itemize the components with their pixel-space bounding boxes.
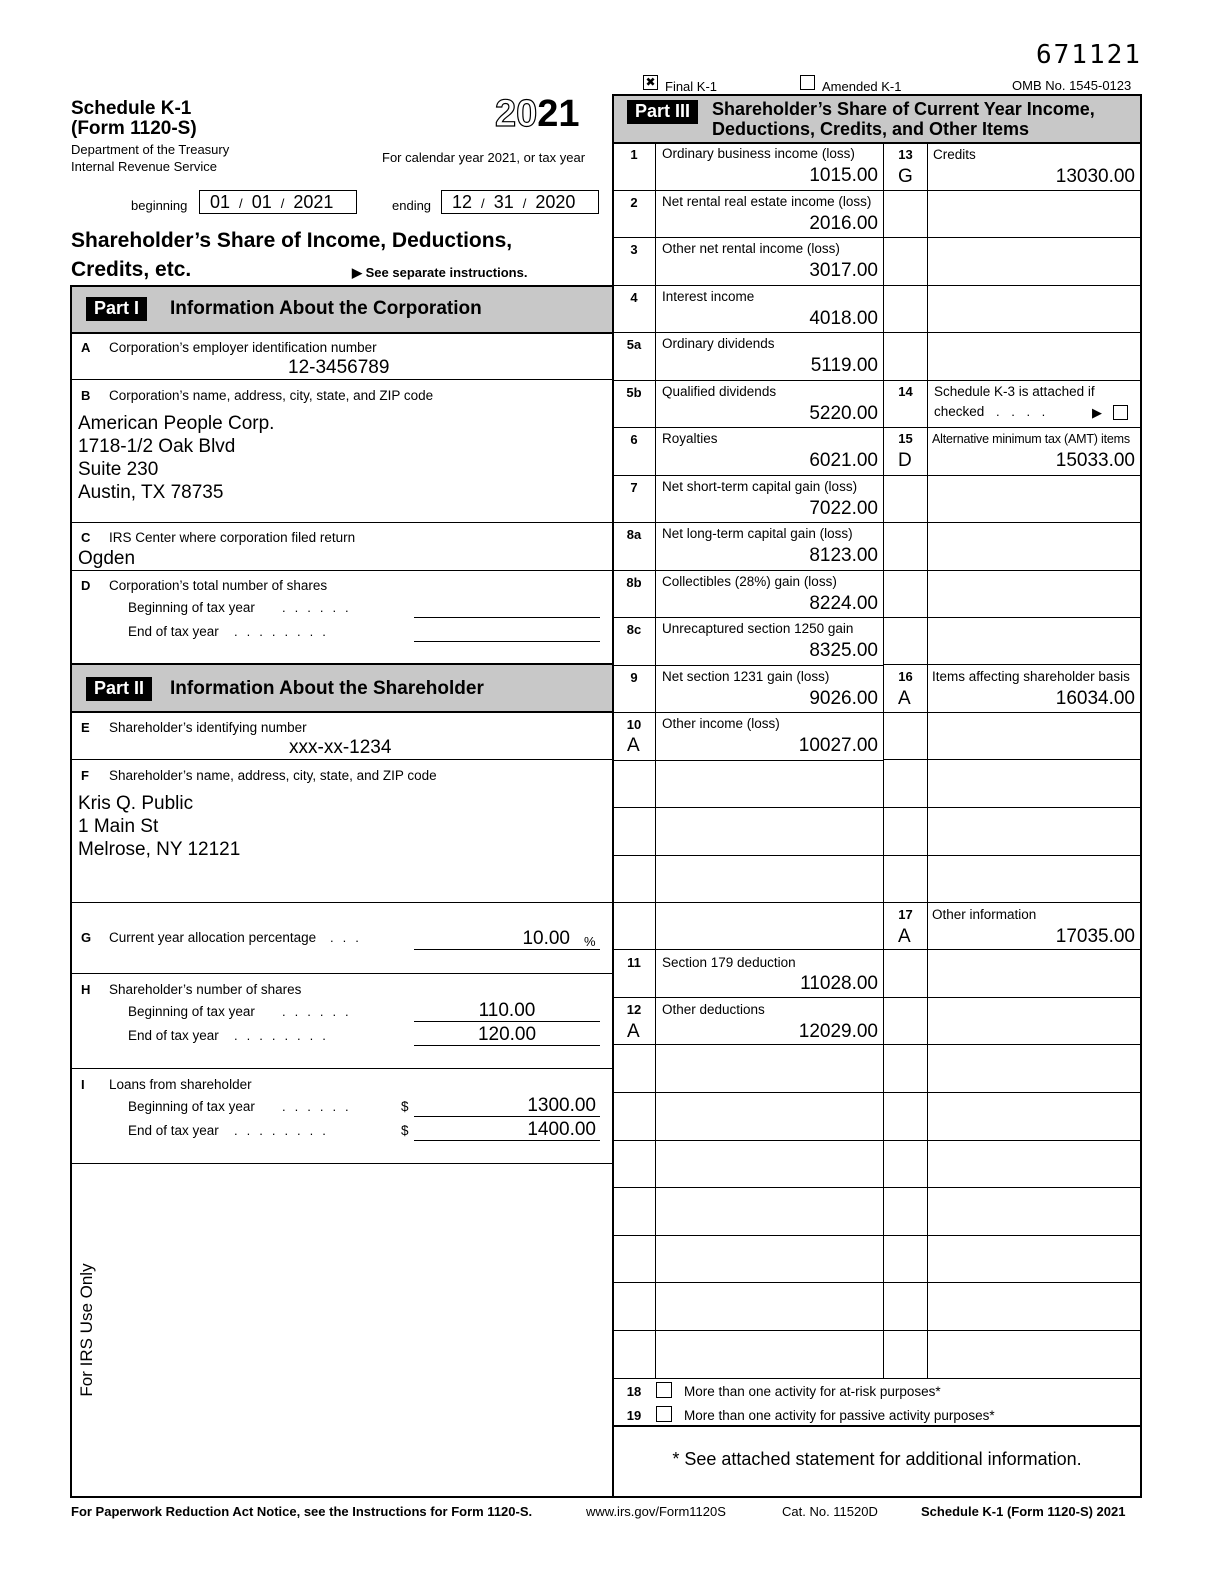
row-divider — [884, 1330, 1140, 1331]
row-divider — [614, 855, 883, 856]
row-divider — [884, 855, 1140, 856]
row-divider — [614, 332, 883, 333]
item-c-label: IRS Center where corporation filed return — [109, 530, 356, 545]
item-b-letter: B — [81, 388, 91, 403]
row-divider — [884, 380, 1140, 381]
line-19-checkbox[interactable] — [656, 1406, 672, 1422]
tax-year-outline: 20 — [495, 93, 538, 135]
arrow-right-icon: ▶ — [1092, 405, 1102, 420]
line-6-value[interactable]: 6021.00 — [809, 450, 878, 471]
row-divider — [614, 522, 883, 523]
line-13-number: 13 — [898, 147, 913, 162]
line-18-checkbox[interactable] — [656, 1382, 672, 1398]
shareholder-address[interactable]: 1 Main St — [78, 816, 159, 837]
line-9-number: 9 — [630, 669, 638, 685]
row-divider — [614, 617, 883, 618]
line-11-number: 11 — [627, 955, 641, 970]
row-divider — [884, 475, 1140, 476]
line-8a-label: Net long-term capital gain (loss) — [662, 526, 853, 541]
dept-treasury: Department of the Treasury — [71, 142, 230, 157]
beginning-year: 2021 — [293, 192, 334, 212]
row-divider — [884, 427, 1140, 428]
leader-dots: ........ — [234, 1028, 335, 1043]
row-divider — [884, 997, 1140, 998]
line-2-value[interactable]: 2016.00 — [809, 212, 878, 234]
line-13-code[interactable]: G — [898, 166, 913, 187]
line-18-label: More than one activity for at-risk purposes* — [684, 1384, 941, 1399]
row-divider — [614, 949, 883, 950]
line-16-value[interactable]: 16034.00 — [1055, 688, 1135, 709]
see-instructions-text: See separate instructions. — [365, 265, 528, 280]
line-8b-number: 8b — [626, 574, 642, 590]
line-7-value[interactable]: 7022.00 — [809, 497, 878, 519]
item-g-label: Current year allocation percentage — [109, 930, 317, 945]
loans-begin[interactable]: 1300.00 — [527, 1095, 596, 1116]
line-15-value[interactable]: 15033.00 — [1055, 450, 1135, 471]
line-2-label: Net rental real estate income (loss) — [662, 193, 872, 209]
item-g-letter: G — [81, 930, 92, 945]
part2-tag: Part II — [86, 677, 152, 701]
item-c-letter: C — [81, 530, 91, 545]
row-divider — [614, 1187, 883, 1188]
row-divider — [884, 1140, 1140, 1141]
beginning-date-box[interactable] — [199, 190, 357, 214]
statement-note: * See attached statement for additional information. — [672, 1449, 1082, 1469]
part3-tag: Part III — [627, 100, 698, 124]
row-divider — [614, 380, 883, 381]
line-12-number: 12 — [626, 1002, 642, 1017]
line-17-label: Other information — [932, 907, 1037, 922]
shareholder-shares-begin[interactable]: 110.00 — [478, 1000, 536, 1021]
irs-center[interactable]: Ogden — [78, 548, 136, 569]
line-8a-number: 8a — [626, 527, 642, 542]
arrow-right-icon: ▶ — [352, 265, 362, 280]
row-divider — [614, 902, 883, 903]
row-divider — [884, 570, 1140, 571]
item-h-begin-label: Beginning of tax year — [128, 1004, 255, 1019]
line-6-number: 6 — [630, 432, 638, 447]
leader-dots: ........ — [234, 1123, 335, 1138]
line-12-value[interactable]: 12029.00 — [798, 1021, 878, 1042]
row-divider — [884, 1044, 1140, 1045]
shareholder-city-state-zip[interactable]: Melrose, NY 12121 — [78, 839, 241, 860]
row-divider — [884, 664, 1140, 665]
line-19-label: More than one activity for passive activity purposes* — [684, 1408, 995, 1423]
row-divider — [884, 237, 1140, 238]
leader-dots: ...... — [282, 600, 358, 615]
line-11-label: Section 179 deduction — [662, 955, 796, 970]
leader-dots: ........ — [234, 624, 335, 639]
line-10-code[interactable]: A — [627, 735, 640, 756]
line-8c-number: 8c — [626, 622, 642, 637]
row-divider — [884, 332, 1140, 333]
row-divider — [884, 1187, 1140, 1188]
line-13-label: Credits — [933, 147, 976, 162]
irs-url[interactable]: www.irs.gov/Form1120S — [586, 1504, 726, 1519]
line-9-label: Net section 1231 gain (loss) — [662, 668, 830, 684]
corporation-address-1[interactable]: 1718-1/2 Oak Blvd — [78, 436, 236, 457]
line-17-number: 17 — [898, 907, 913, 922]
item-e-label: Shareholder’s identifying number — [109, 720, 307, 735]
item-e-letter: E — [81, 720, 90, 735]
line-10-number: 10 — [626, 717, 642, 732]
line-5a-number: 5a — [626, 337, 642, 352]
line-18-number: 18 — [626, 1384, 642, 1399]
cat-number: Cat. No. 11520D — [782, 1504, 878, 1519]
line-7-label: Net short-term capital gain (loss) — [662, 478, 858, 494]
item-d-label: Corporation’s total number of shares — [109, 578, 328, 593]
date-slash: / — [280, 196, 285, 211]
corporation-address-2[interactable]: Suite 230 — [78, 459, 159, 480]
k3-attached-checkbox[interactable] — [1113, 405, 1128, 420]
line-14-label-1: Schedule K-3 is attached if — [934, 384, 1095, 399]
beginning-month: 01 — [210, 192, 231, 212]
part1-tag: Part I — [86, 297, 147, 321]
omb-number: OMB No. 1545-0123 — [1012, 78, 1132, 93]
line-17-code[interactable]: A — [898, 926, 911, 947]
line-5b-number: 5b — [626, 384, 642, 400]
line-3-value[interactable]: 3017.00 — [809, 260, 878, 281]
line-7-number: 7 — [630, 479, 638, 495]
barcode-number: 671121 — [1036, 40, 1142, 70]
row-divider — [884, 759, 1140, 760]
row-divider — [614, 570, 883, 571]
shareholder-shares-end[interactable]: 120.00 — [477, 1024, 537, 1045]
row-divider — [884, 285, 1140, 286]
shareholder-id-number[interactable]: xxx-xx-1234 — [289, 737, 392, 758]
row-divider — [884, 1235, 1140, 1236]
corporation-ein[interactable]: 12-3456789 — [288, 357, 390, 378]
final-k1-checkbox[interactable]: ✖ — [643, 75, 658, 90]
line-4-value[interactable]: 4018.00 — [809, 307, 878, 329]
line-16-label: Items affecting shareholder basis — [932, 669, 1130, 684]
item-i-end-label: End of tax year — [128, 1123, 219, 1138]
item-h-letter: H — [81, 982, 91, 997]
date-slash: / — [522, 196, 527, 211]
row-divider — [614, 1092, 883, 1093]
beginning-day: 01 — [251, 192, 272, 212]
line-15-number: 15 — [898, 431, 913, 446]
line-10-label: Other income (loss) — [662, 716, 780, 731]
item-f-letter: F — [81, 768, 89, 783]
part1-title: Information About the Corporation — [170, 298, 482, 319]
row-divider — [884, 949, 1140, 950]
line-5a-label: Ordinary dividends — [662, 336, 775, 351]
date-slash: / — [239, 196, 243, 211]
date-slash: / — [481, 196, 485, 211]
line-8a-value[interactable]: 8123.00 — [809, 545, 878, 566]
ending-year: 2020 — [535, 192, 576, 212]
row-divider — [614, 285, 883, 286]
item-i-begin-label: Beginning of tax year — [128, 1099, 255, 1114]
item-f-label: Shareholder’s name, address, city, state, and ZIP code — [109, 768, 437, 783]
line-1-value[interactable]: 1015.00 — [809, 165, 878, 186]
leader-dots: ... — [330, 930, 368, 945]
paperwork-notice: For Paperwork Reduction Act Notice, see the Instructions for Form 1120-S. — [71, 1504, 533, 1519]
row-divider — [884, 522, 1140, 523]
line-3-number: 3 — [630, 242, 638, 257]
line-15-code[interactable]: D — [898, 450, 912, 471]
line-14-label-2: checked — [934, 404, 985, 419]
dollar-sign: $ — [401, 1123, 409, 1138]
row-divider — [884, 807, 1140, 808]
beginning-label: beginning — [131, 198, 188, 213]
leader-dots: ...... — [282, 1004, 358, 1019]
line-19-number: 19 — [626, 1408, 642, 1423]
irs-use-only: For IRS Use Only — [77, 1263, 96, 1397]
part3-title-2: Deductions, Credits, and Other Items — [712, 119, 1030, 139]
loans-end[interactable]: 1400.00 — [527, 1119, 596, 1140]
part2-title: Information About the Shareholder — [170, 678, 484, 699]
line-2-number: 2 — [630, 194, 638, 210]
line-3-label: Other net rental income (loss) — [662, 241, 840, 256]
line-17-value[interactable]: 17035.00 — [1055, 926, 1135, 947]
item-d-end-label: End of tax year — [128, 624, 219, 639]
line-15-label: Alternative minimum tax (AMT) items — [932, 432, 1130, 446]
row-divider — [614, 807, 883, 808]
row-divider — [884, 1092, 1140, 1093]
row-divider — [614, 237, 883, 238]
line-8c-label: Unrecaptured section 1250 gain — [662, 621, 854, 636]
row-divider — [614, 760, 883, 761]
line-12-code[interactable]: A — [627, 1021, 640, 1042]
line-9-value[interactable]: 9026.00 — [809, 687, 878, 709]
form-main-title-2: Credits, etc. — [71, 258, 192, 281]
amended-k1-checkbox[interactable] — [800, 75, 815, 90]
row-divider — [614, 1235, 883, 1236]
item-d-begin-label: Beginning of tax year — [128, 600, 255, 615]
shareholder-name[interactable]: Kris Q. Public — [78, 793, 194, 814]
tax-year — [495, 94, 580, 134]
row-divider — [614, 427, 883, 428]
tax-year-bold: 21 — [537, 93, 580, 135]
row-divider — [614, 1282, 883, 1283]
row-divider — [614, 665, 883, 666]
allocation-percentage[interactable]: 10.00 — [522, 928, 570, 949]
row-divider — [614, 190, 883, 191]
schedule-title: Schedule K-1 — [71, 98, 192, 119]
line-5a-value[interactable]: 5119.00 — [810, 355, 878, 376]
form-main-title-1: Shareholder’s Share of Income, Deductions, — [71, 229, 513, 252]
line-1-label: Ordinary business income (loss) — [662, 146, 855, 161]
leader-dots: ...... — [282, 1099, 358, 1114]
calendar-year-text: For calendar year 2021, or tax year — [382, 150, 586, 165]
row-divider — [884, 902, 1140, 903]
row-divider — [884, 190, 1140, 191]
line-16-code[interactable]: A — [898, 688, 911, 709]
line-16-number: 16 — [898, 669, 913, 684]
form-title: (Form 1120-S) — [71, 118, 197, 139]
line-1-number: 1 — [630, 147, 638, 162]
line-8c-value[interactable]: 8325.00 — [809, 640, 878, 661]
row-divider — [614, 1140, 883, 1141]
row-divider — [614, 1330, 883, 1331]
footer-form-name: Schedule K-1 (Form 1120-S) 2021 — [921, 1504, 1126, 1519]
amended-k1-label: Amended K-1 — [822, 79, 902, 94]
item-a-label: Corporation’s employer identification number — [109, 340, 377, 355]
irs-name: Internal Revenue Service — [71, 159, 217, 174]
ending-label: ending — [392, 198, 432, 213]
line-4-label: Interest income — [662, 288, 755, 304]
ending-month: 12 — [452, 192, 473, 212]
row-divider — [614, 475, 883, 476]
line-6-label: Royalties — [662, 431, 718, 446]
row-divider — [884, 617, 1140, 618]
item-b-label: Corporation’s name, address, city, state, and ZIP code — [109, 388, 434, 403]
line-14-number: 14 — [898, 384, 913, 399]
line-8b-value[interactable]: 8224.00 — [809, 592, 878, 614]
line-8b-label: Collectibles (28%) gain (loss) — [662, 573, 837, 589]
line-4-number: 4 — [630, 289, 638, 305]
line-11-value[interactable]: 11028.00 — [800, 973, 878, 994]
row-divider — [884, 712, 1140, 713]
item-h-label: Shareholder’s number of shares — [109, 982, 302, 997]
ending-day: 31 — [493, 192, 514, 212]
ending-date-box[interactable] — [441, 190, 599, 214]
item-i-label: Loans from shareholder — [109, 1077, 252, 1092]
corporation-name[interactable]: American People Corp. — [78, 413, 275, 434]
row-divider — [614, 712, 883, 713]
item-a-letter: A — [81, 340, 91, 355]
part3-title-1: Shareholder’s Share of Current Year Income, — [712, 99, 1095, 119]
dollar-sign: $ — [401, 1099, 409, 1114]
line-12-label: Other deductions — [662, 1002, 765, 1017]
leader-dots: . . . . — [996, 404, 1050, 419]
line-10-value[interactable]: 10027.00 — [798, 735, 878, 756]
see-instructions — [352, 265, 527, 281]
line-13-value[interactable]: 13030.00 — [1055, 166, 1135, 187]
item-d-letter: D — [81, 578, 91, 593]
final-k1-label: Final K-1 — [665, 79, 718, 94]
line-5b-value[interactable]: 5220.00 — [809, 402, 878, 424]
item-i-letter: I — [81, 1077, 85, 1092]
row-divider — [884, 1282, 1140, 1283]
corporation-city-state-zip[interactable]: Austin, TX 78735 — [78, 482, 224, 503]
percent-sign: % — [584, 934, 596, 949]
item-h-end-label: End of tax year — [128, 1028, 219, 1043]
line-5b-label: Qualified dividends — [662, 383, 777, 399]
